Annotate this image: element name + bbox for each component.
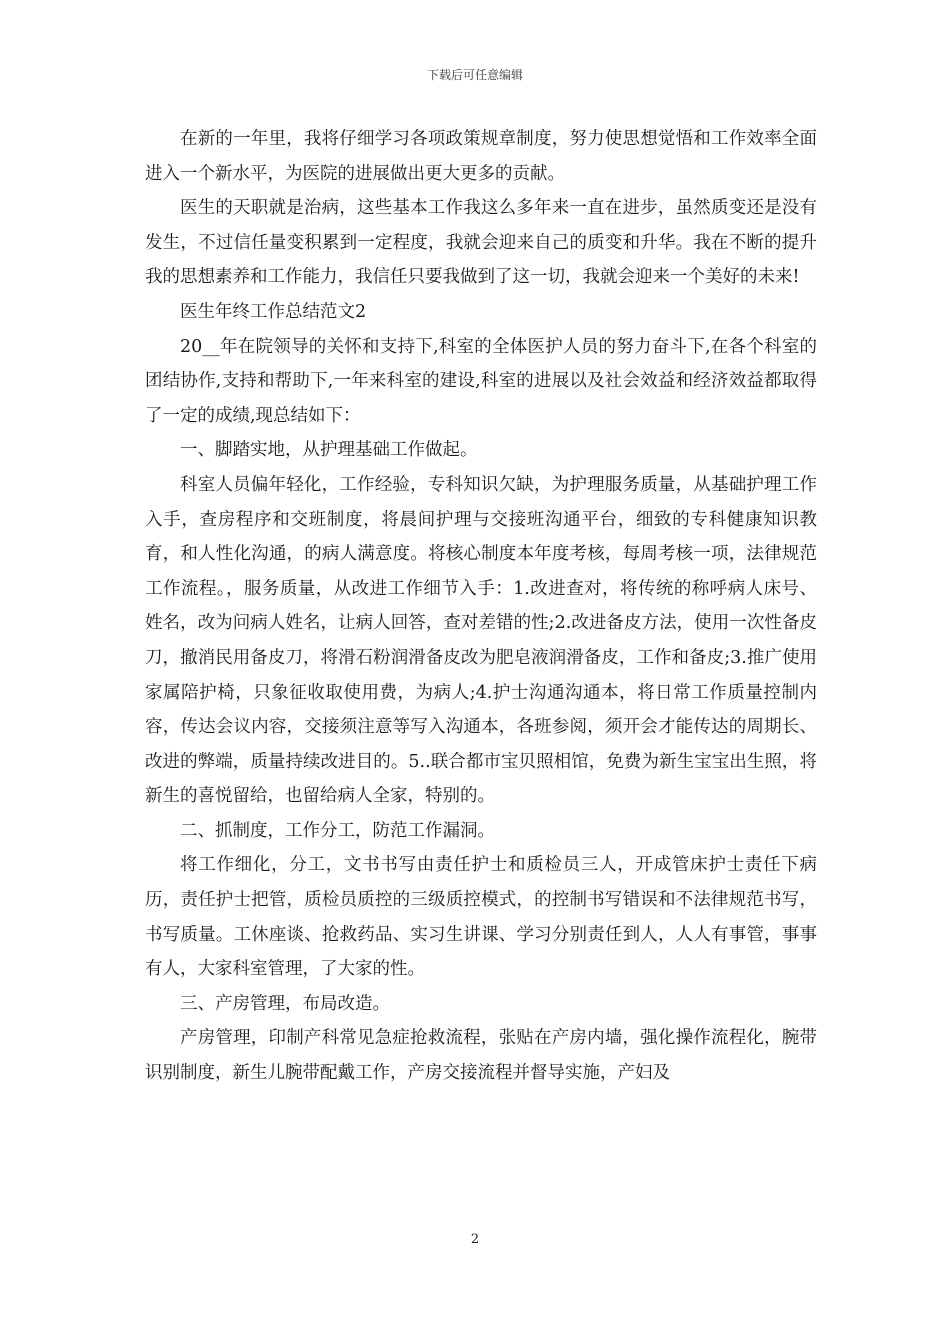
paragraph-section-1-body: 科室人员偏年轻化，工作经验，专科知识欠缺，为护理服务质量，从基础护理工作入手，查房程序和交班制度，将晨间护理与交接班沟通平台，细致的专科健康知识教育，和人性化沟通，的病人满意度。将核心制度本年度考核，每周考核一项，法律规范工作流程。，服务质量，从改进工作细节入手：1.改进查对，将传统的称呼病人床号、姓名，改为问病人姓名，让病人回答，查对差错的性;2.改进备皮方法，使用一次性备皮刀，撤消民用备皮刀，将滑石粉润滑备皮改为肥皂液润滑备皮，工作和备皮;3.推广使用家属陪护椅，只象征收取使用费，为病人;4.护士沟通沟通本，将日常工作质量控制内容，传达会议内容，交接须注意等写入沟通本，各班参阅，须开会才能传达的周期长、改进的弊端，质量持续改进目的。5..联合都市宝贝照相馆，免费为新生宝宝出生照，将新生的喜悦留给，也留给病人全家，特别的。 (145, 474, 817, 807)
heading-section-3: 三、产房管理，布局改造。 (180, 993, 390, 1014)
paragraph-summary-intro: 20__年在院领导的关怀和支持下,科室的全体医护人员的努力奋斗下,在各个科室的团结协作,支持和帮助下,一年来科室的建设,科室的进展以及社会效益和经济效益都取得了一定的成绩,现总结如下： (145, 336, 817, 426)
section-title-sample-2: 医生年终工作总结范文2 (180, 301, 367, 322)
heading-section-1: 一、脚踏实地，从护理基础工作做起。 (180, 440, 478, 461)
page-number: 2 (470, 1232, 480, 1247)
paragraph-section-3-body: 产房管理，印制产科常见急症抢救流程，张贴在产房内墙，强化操作流程化，腕带识别制度，新生儿腕带配戴工作，产房交接流程并督导实施，产妇及 (145, 1028, 817, 1084)
paragraph-section-2-body: 将工作细化，分工，文书书写由责任护士和质检员三人，开成管床护士责任下病历，责任护士把管，质检员质控的三级质控模式，的控制书写错误和不法律规范书写，书写质量。工休座谈、抢救药品、实习生讲课、学习分别责任到人，人人有事管，事事有人，大家科室管理，了大家的性。 (145, 855, 817, 980)
download-note-header: 下载后可任意编辑 (426, 68, 523, 82)
paragraph-new-year-plan: 在新的一年里，我将仔细学习各项政策规章制度，努力使思想觉悟和工作效率全面进入一个新水平，为医院的进展做出更大更多的贡献。 (145, 129, 817, 184)
heading-section-2: 二、抓制度，工作分工，防范工作漏洞。 (180, 820, 495, 841)
document-body (145, 122, 817, 1091)
paragraph-doctor-duty: 医生的天职就是治病，这些基本工作我这么多年来一直在进步，虽然质变还是没有发生，不过信任量变积累到一定程度，我就会迎来自己的质变和升华。我在不断的提升我的思想素养和工作能力，我信任只要我做到了这一切，我就会迎来一个美好的未来! (145, 198, 817, 288)
